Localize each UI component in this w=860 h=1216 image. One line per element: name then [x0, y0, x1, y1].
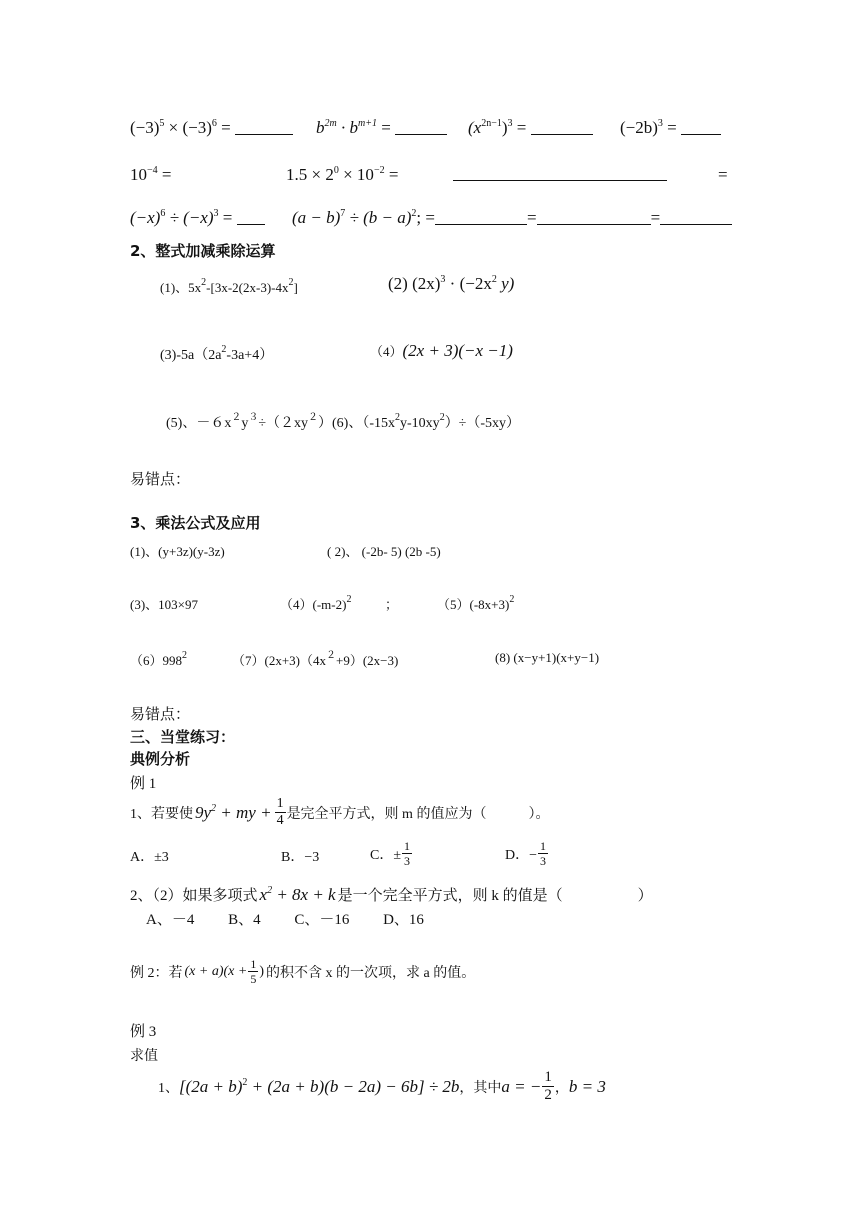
example-2: 例 2：若 (x + a)(x + $\frac{1}{5}$ ) 的积不含 x 的一次项，求 a 的值。 [130, 957, 476, 986]
trailing-equals: = [718, 165, 728, 184]
evaluate-label: 求值 [130, 1049, 158, 1064]
answer-blank[interactable] [660, 210, 732, 225]
error-points-label: 易错点： [130, 707, 191, 723]
power-exercise-1: $(-3)^5 \times (-3)^6$ = [130, 118, 293, 138]
problem-3-7: $(7)(2x+3)(4x^2+9)(2x-3)$ [232, 650, 399, 668]
power-exercise-8: $(a - b)^7 \div (b - a)^2$; = = = [292, 208, 732, 228]
answer-blank[interactable] [531, 120, 593, 135]
problem-3-1: (1)、(y+3z)(y-3z) [130, 544, 225, 559]
problem-2-3: $(3)-5a(2a^2-3a+4)$ [160, 344, 274, 363]
problem-2-5-and-6: (5)、$-6x^2y^3\div(2xy^2)(6)$、$(-15x^2y-10xy^2)\div(-5xy)$ [166, 412, 521, 431]
power-exercise-6: $1.5 \times 2^0 \times 10^{-2}$ = [286, 165, 399, 184]
problem-3-3: (3)、103×97 [130, 597, 198, 612]
example-3-label: 例 3 [130, 1024, 157, 1040]
fraction-one-half: $\frac{1}{2}$ [544, 1069, 552, 1103]
example-1-label: 例 1 [130, 776, 157, 792]
option-b[interactable]: B．−3 [281, 850, 320, 865]
answer-blank-long[interactable] [453, 166, 667, 184]
example-1-question-2: 2、（2）如果多项式 $x^2 + 8x + k$ 是一个完全平方式，则 k 的值是（ ） [130, 885, 653, 904]
problem-3-6: $(6)998^2$ [130, 650, 188, 668]
problem-3-8: (8) (x−y+1)(x+y−1) [495, 650, 600, 665]
power-exercise-3: $(x^{2n-1})^3$ = [468, 118, 593, 138]
answer-blank[interactable] [237, 210, 265, 225]
answer-blank[interactable] [395, 120, 447, 135]
answer-blank[interactable] [435, 210, 527, 225]
section-heading-formulas: 3、乘法公式及应用 [130, 514, 261, 532]
problem-2-1: (1)、$5x^2-[3x-2(2x-3)-4x^2]$ [160, 277, 298, 295]
section-heading-operations: 2、整式加减乘除运算 [130, 242, 276, 260]
answer-blank[interactable] [681, 120, 721, 135]
error-points-label: 易错点： [130, 472, 191, 488]
question-2-options: A、－4 B、4 C、－16 D、16 [146, 912, 424, 928]
answer-blank[interactable] [235, 120, 293, 135]
option-d[interactable]: D．− $\frac{1}{3}$ [505, 839, 547, 868]
power-exercise-4: $(-2b)^3$ = [620, 118, 721, 138]
problem-3-5: $(5)(-8x+3)^2$ [437, 594, 515, 612]
power-exercise-5: $10^{-4}$ = [130, 165, 172, 184]
problem-2-2: (2) $(2x)^3 \cdot (-2x^2$ y) [388, 274, 515, 293]
option-a[interactable]: A．±3 [130, 850, 169, 865]
subheading-examples: 典例分析 [130, 750, 191, 768]
separator-semicolon: ； [385, 597, 399, 612]
problem-3-2: ( 2)、 (-2b- 5) (2b -5) [327, 544, 441, 559]
power-exercise-2: $b^{2m} \cdot b^{m+1}$ = [316, 118, 447, 138]
problem-2-4: （4）(2x + 3)(−x −1) [370, 341, 513, 360]
fraction-one-fifth: $\frac{1}{5}$ [250, 957, 257, 986]
answer-blank[interactable] [537, 210, 651, 225]
option-c[interactable]: C．± $\frac{1}{3}$ [370, 839, 411, 868]
power-exercise-7: $(-x)^6 \div (-x)^3$ = [130, 208, 265, 228]
problem-3-4: $(4)(-m-2)^2$ [280, 594, 352, 612]
fraction-one-quarter: $\frac{1}{4}$ [276, 796, 284, 828]
example-1-question-1: 1、若要使 $9y^2$ + my + $\frac{1}{4}$ 是完全平方式，则 m 的值应为（ ）。 [130, 796, 550, 828]
section-heading-practice: 三、当堂练习： [130, 728, 236, 746]
example-3-question-1: 1、 $[(2a + b)^2 + (2a + b)(b - 2a) - 6b] \div 2b$ ，其中 a = − $\frac{1}{2}$ ， b = 3 [158, 1069, 606, 1103]
